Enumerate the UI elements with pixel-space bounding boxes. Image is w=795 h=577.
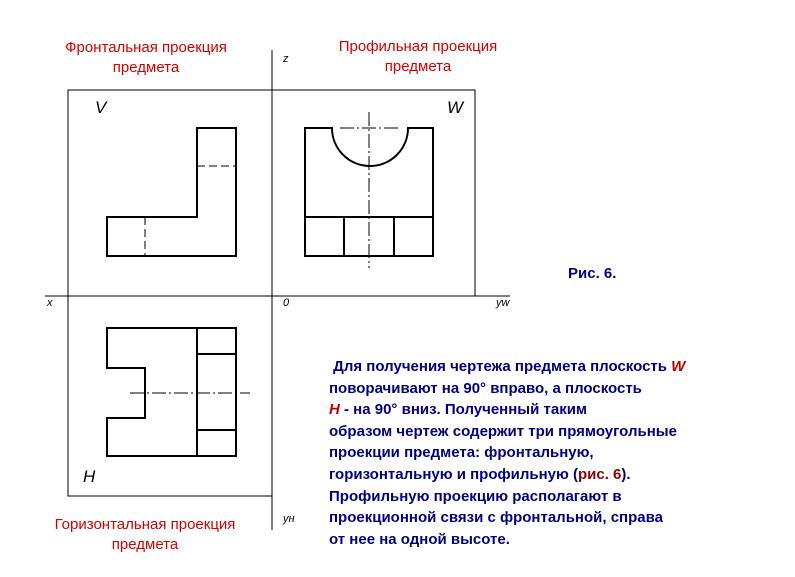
description-line-3-text: - на 90° вниз. Полученный таким xyxy=(339,401,588,419)
description-line-7: Профильную проекцию располагают в xyxy=(329,487,622,505)
description-line-5: проекции предмета: фронтальную, xyxy=(329,444,594,462)
caption-horizontal xyxy=(25,515,265,555)
figure-label: Рис. 6. xyxy=(568,265,617,282)
axis-label-yh: yн xyxy=(283,513,295,525)
horizontal-view xyxy=(107,328,250,456)
description-line-4: образом чертеж содержит три прямоугольные xyxy=(329,422,677,440)
description-line-9: от нее на одной высоте. xyxy=(329,530,510,548)
caption-profile xyxy=(312,37,524,77)
plane-w-emphasis: W xyxy=(671,358,686,375)
frame-v-plane xyxy=(68,90,272,296)
caption-frontal-line1: Фронтальная проекция xyxy=(65,39,227,56)
plane-h-emphasis: H xyxy=(329,401,340,419)
axis-label-x: x xyxy=(47,297,53,309)
frontal-outline xyxy=(107,128,236,256)
profile-view xyxy=(305,112,433,268)
caption-profile-line1: Профильная проекция xyxy=(338,38,498,55)
plane-label-w: W xyxy=(447,98,464,117)
horizontal-outline xyxy=(107,328,236,456)
frontal-view xyxy=(107,128,236,256)
description-line-6-end: ). xyxy=(621,465,631,483)
caption-horizontal-line2: предмета xyxy=(111,536,179,553)
plane-label-v: V xyxy=(95,98,107,117)
axis-label-origin: 0 xyxy=(283,297,290,309)
axis-label-yw: yw xyxy=(496,297,510,309)
caption-profile-line2: предмета xyxy=(384,58,452,75)
caption-frontal xyxy=(40,38,252,78)
description-text xyxy=(329,356,779,550)
description-line-6-text: горизонтальную и профильную ( xyxy=(329,465,578,483)
plane-label-h: H xyxy=(83,467,96,486)
axis-label-z: z xyxy=(283,53,289,65)
caption-frontal-line2: предмета xyxy=(112,59,180,76)
description-line-1 xyxy=(329,356,779,378)
description-line-3 xyxy=(329,399,779,421)
description-line-1-text: Для получения чертежа предмета плоскость xyxy=(333,358,672,375)
description-line-8: проекционной связи с фронтальной, справа xyxy=(329,509,663,527)
frame-h-plane xyxy=(68,296,272,496)
frame-w-plane xyxy=(272,90,475,296)
figure-reference-link[interactable]: рис. 6 xyxy=(577,465,622,483)
description-line-2: поворачивают на 90° вправо, а плоскость xyxy=(329,379,642,397)
description-line-6 xyxy=(329,464,779,486)
caption-horizontal-line1: Горизонтальная проекция xyxy=(54,516,236,533)
